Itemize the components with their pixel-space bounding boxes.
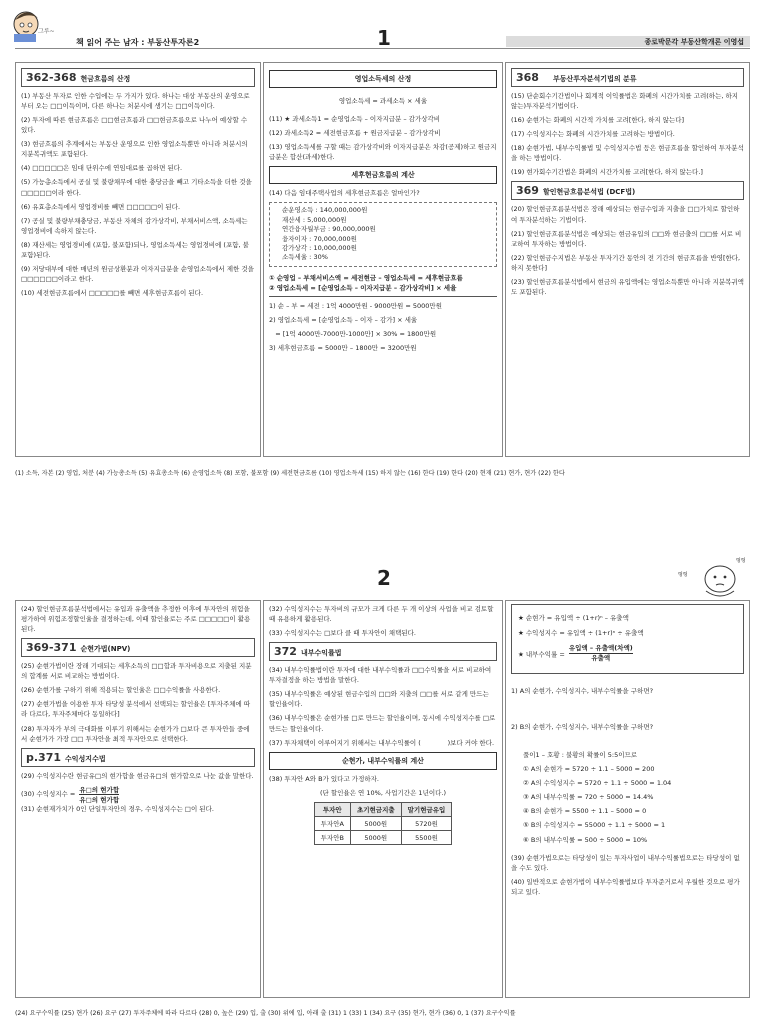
question-item: (10) 세전현금흐름에서 □□□□□를 빼면 세후현금흐름이 된다. bbox=[21, 289, 204, 297]
question-item: (2) 투자에 따른 현금흐름은 □□현금흐름과 □□현금흐름으로 나누어 예상할 수 있다. bbox=[21, 116, 250, 135]
p2-col-2 bbox=[263, 600, 503, 998]
data-item: 순운영소득 : 140,000,000원 bbox=[282, 206, 368, 215]
formula-line bbox=[518, 629, 737, 639]
question-38-note: (단 할인율은 연 10%, 사업기간은 1년이다.) bbox=[319, 788, 447, 797]
question-item: 3) 세후현금흐름 = 5000만 – 1800만 = 3200만원 bbox=[269, 344, 417, 353]
question-item: (33) 수익성지수는 □보다 클 때 투자안이 채택된다. bbox=[269, 629, 416, 638]
section-header: 영업소득세의 산정 bbox=[269, 70, 497, 88]
p1-col-1 bbox=[15, 62, 261, 457]
question-item: (16) 순현가는 화폐의 시간적 가치를 고려[한다, 하지 않는다] bbox=[511, 116, 685, 125]
question-item: (29) 수익성지수란 현금유□의 현가합을 현금유□의 현가합으로 나눈 값을 말한다. bbox=[21, 771, 254, 780]
question-item: (40) 일반적으로 순현가법이 내부수익률법보다 투자준거로서 우월한 것으로 평가되고 있다. bbox=[511, 877, 740, 896]
question-item: (28) 투자자가 부의 극대화를 이루기 위해서는 순현가가 □보다 큰 투자안들 중에서 순현가가 가장 □□ 투자안을 최적 투자안으로 선택한다. bbox=[21, 724, 250, 743]
question-item: (4) □□□□□은 임대 단위수에 연임대료를 곱하면 된다. bbox=[21, 164, 183, 173]
p2-col-1 bbox=[15, 600, 261, 998]
question-item: (5) 가능총소득에서 공실 및 불량채무에 대한 충당금을 빼고 기타소득을 더한 것을 □□□□□이라 한다. bbox=[21, 178, 254, 197]
question-item: ⑤ B의 수익성지수 = 55000 ÷ 1.1 ÷ 5000 = 1 bbox=[523, 821, 666, 830]
question-item: (36) 내부수익률은 순현가를 □로 만드는 할인율이며, 동시에 수익성지수를 □로 만드는 할인율이다. bbox=[269, 714, 498, 733]
formula-line bbox=[518, 644, 737, 665]
formula: 영업소득세 = 과세소득 × 세율 bbox=[338, 97, 428, 105]
header-right-bar bbox=[506, 36, 750, 47]
question-item: (6) 유효총소득에서 영업경비를 빼면 □□□□□이 된다. bbox=[21, 202, 181, 211]
question-item: 1) 순 – 부 = 세전 : 1억 4000만원 - 9000만원 = 5000만원 bbox=[269, 302, 442, 311]
question-item: 풀이1 – 호황 : 불황의 확률이 5:5이므로 bbox=[523, 751, 638, 760]
page-number: 1 bbox=[377, 26, 391, 50]
question-item: (3) 현금흐름의 추계에서는 부동산 운영으로 인한 영업소득뿐만 아니라 처분시의 지분복귀액도 포함된다. bbox=[21, 140, 250, 159]
fraction bbox=[569, 644, 633, 665]
question-item: 2) 영업소득세 = [순영업소득 – 이자 – 감가] × 세율 bbox=[269, 316, 418, 325]
question-item: (26) 순현가를 구하기 위해 적용되는 할인율은 □□수익률을 사용한다. bbox=[21, 686, 221, 695]
table-cell: 5000원 bbox=[350, 816, 401, 830]
numerator: 유입액 – 유출액(차액) bbox=[569, 644, 633, 655]
formula-text: ★ 내부수익률 = bbox=[518, 649, 565, 658]
p1-col-2 bbox=[263, 62, 503, 457]
question-item: (27) 순현가법을 이용한 투자 타당성 분석에서 선택되는 할인율은 [투자주체에 따라 다르다, 투자주체마다 동일하다] bbox=[21, 700, 251, 719]
data-box bbox=[269, 202, 497, 267]
question-item: (15) 단순회수기간법이나 회계적 이익률법은 화폐의 시간가치를 고려(하는, 하지 않는)투자분석기법이다. bbox=[511, 92, 741, 111]
data-item: 감가상각 : 10,000,000원 bbox=[282, 244, 357, 253]
logo-text: 그루~ bbox=[38, 28, 55, 35]
question-item: (39) 순현가법으로는 타당성이 있는 투자사업이 내부수익률법으로는 타당성이 없을 수도 있다. bbox=[511, 853, 740, 872]
answer-footnote: (24) 요구수익률 (25) 현가 (26) 요구 (27) 투자주체에 따라 다르다 (28) 0, 높은 (29) 입, 출 (30) 위에 입, 아래 출 (31) 1 (33) 1 (34) 요구 (35) 현가, 현가 (36) 0, 1 (37) 요구수익률 bbox=[15, 1010, 516, 1017]
sticker-text: 띵띵 bbox=[736, 558, 746, 564]
data-item: 융자이자 : 70,000,000원 bbox=[282, 234, 357, 243]
question-item: (1) 부동산 투자로 인한 수입에는 두 가지가 있다. 하나는 대상 부동산의 운영으로부터 오는 □□이득이며, 다른 하나는 처분시에 생기는 □□이득이다. bbox=[21, 92, 250, 111]
mascot-logo bbox=[10, 6, 46, 42]
formula-text: ★ 순현가 = 유입액 ÷ (1+r)ⁿ – 유출액 bbox=[518, 614, 629, 622]
question-item: (20) 할인현금흐름분석법은 장래 예상되는 현금수입과 지출을 □□가치로 할인하여 투자분석하는 기법이다. bbox=[511, 205, 740, 224]
table-header: 초기현금지출 bbox=[350, 802, 401, 816]
question-1: 1) A의 순현가, 수익성지수, 내부수익률을 구하면? bbox=[511, 687, 654, 695]
question-item: (31) 순현재가치가 0인 단일투자안의 경우, 수익성지수는 □이 된다. bbox=[21, 804, 214, 813]
question-item: ⑥ B의 내부수익률 = 500 ÷ 5000 = 10% bbox=[523, 835, 648, 844]
question-item: (19) 현가회수기간법은 화폐의 시간가치를 고려[한다, 하지 않는다.] bbox=[511, 168, 703, 177]
table-cell: 5720원 bbox=[401, 816, 452, 830]
formula-2: ② 영업소득세 = [순영업소득 – 이자지급분 – 감가상각비] × 세율 bbox=[269, 283, 497, 297]
section-header: 369 할인현금흐름분석법 (DCF법) bbox=[511, 181, 744, 200]
investment-table bbox=[314, 802, 453, 845]
table-header: 말기현금유입 bbox=[401, 802, 452, 816]
formula-1: ① 순영업 – 부채서비스액 = 세전현금 – 영업소득세 = 세후현금흐름 bbox=[269, 273, 463, 282]
question-item: (25) 순현가법이란 장래 기대되는 세후소득의 □□합과 투자비용으로 지출된 지분의 합계를 서로 비교하는 방법이다. bbox=[21, 662, 252, 681]
question-item: ④ B의 순현가 = 5500 ÷ 1.1 – 5000 = 0 bbox=[523, 807, 647, 816]
answer-footnote: (1) 소득, 자본 (2) 영업, 처분 (4) 가능총소득 (5) 유효총소득 (6) 순영업소득 (8) 포함, 불포함 (9) 세전현금흐름 (10) 영업소득세 (15) 하지 않는 (16) 한다 (19) 한다 (20) 현재 (21) 현가, 현가 (22) 한다 bbox=[15, 470, 565, 477]
table-row bbox=[314, 816, 452, 830]
header-title: 책 읽어 주는 남자 : 부동산투자론2 bbox=[76, 38, 200, 47]
question-item: (11) ★ 과세소득1 = 순영업소득 – 이자지급분 – 감가상각비 bbox=[269, 115, 441, 124]
fraction bbox=[79, 785, 119, 804]
section-header: 세후현금흐름의 계산 bbox=[269, 166, 497, 184]
question-item: (17) 수익성지수는 화폐의 시간가치를 고려하는 방법이다. bbox=[511, 130, 675, 139]
data-item: 소득세율 : 30% bbox=[282, 253, 328, 262]
question-item: (35) 내부수익률은 예상된 현금수입의 □□와 지출의 □□를 서로 같게 만드는 할인율이다. bbox=[269, 690, 491, 709]
denominator: 유출액 bbox=[591, 654, 611, 663]
table-cell: 5000원 bbox=[350, 830, 401, 844]
formula-line bbox=[518, 614, 737, 624]
solution bbox=[523, 750, 744, 844]
table-row bbox=[314, 830, 452, 844]
formula-text: ★ 수익성지수 = 유입액 ÷ (1+r)ⁿ ÷ 유출액 bbox=[518, 628, 644, 637]
question-item: (23) 할인현금흐름분석법에서 현금의 유입액에는 영업소득뿐만 아니라 지분복귀액도 포함된다. bbox=[511, 277, 744, 296]
question-item: (24) 할인현금흐름분석법에서는 유입과 유출액을 추정한 이후에 투자안의 위험을 평가하여 위험조정할인율을 결정하는데, 이때 할인율로는 주로 □□□□□이 활용된다. bbox=[21, 605, 252, 634]
question-item: = [1억 4000만-7000만-1000만] × 30% = 1800만원 bbox=[269, 330, 437, 339]
formula-box bbox=[511, 604, 744, 674]
question-item: (30) 수익성지수 = bbox=[21, 790, 76, 799]
question-38: (38) 투자안 A와 B가 있다고 가정하자. bbox=[269, 774, 379, 783]
thinking-mascot bbox=[678, 555, 750, 605]
question-item: ② A의 수익성지수 = 5720 ÷ 1.1 ÷ 5000 = 1.04 bbox=[523, 779, 672, 788]
question-item: ③ A의 내부수익률 = 720 ÷ 5000 = 14.4% bbox=[523, 793, 654, 802]
header-right-text: 종로박문각 부동산학개론 이영섭 bbox=[644, 38, 744, 46]
denominator: 유□의 현가합 bbox=[79, 795, 120, 804]
table-cell: 5500원 bbox=[401, 830, 452, 844]
question-item: (7) 공실 및 불량부채충당금, 부동산 자체의 감가상각비, 부채서비스액, 소득세는 영업경비에 속하지 않는다. bbox=[21, 216, 250, 235]
question-item: (34) 내부수익률법이란 투자에 대한 내부수익률과 □□수익률을 서로 비교하여 투자결정을 하는 방법을 말한다. bbox=[269, 666, 494, 685]
section-header: p.371 수익성지수법 bbox=[21, 748, 255, 767]
header-rule bbox=[15, 48, 750, 49]
question-item: (8) 재산세는 영업경비에 (포함, 불포함)되나, 영업소득세는 영업경비에 (포함, 불포함)된다. bbox=[21, 240, 249, 259]
section-header: 362-368 현금흐름의 산정 bbox=[21, 68, 255, 87]
p1-col-3 bbox=[505, 62, 750, 457]
question-2: 2) B의 순현가, 수익성지수, 내부수익률을 구하면? bbox=[511, 723, 654, 732]
section-header: 368 부동산투자분석기법의 분류 bbox=[511, 68, 744, 87]
table-cell: 투자안B bbox=[314, 830, 350, 844]
table-cell: 투자안A bbox=[314, 816, 350, 830]
table-header: 투자안 bbox=[314, 802, 350, 816]
question-item: ① A의 순현가 = 5720 ÷ 1.1 – 5000 = 200 bbox=[523, 765, 655, 774]
question-item: (32) 수익성지수는 투자비의 규모가 크게 다른 두 개 이상의 사업을 비교 검토할 때 유용하게 활용된다. bbox=[269, 605, 496, 624]
data-item: 연간융자월부금 : 90,000,000원 bbox=[282, 225, 376, 234]
page-header bbox=[0, 0, 768, 56]
p2-col-3 bbox=[505, 600, 750, 998]
page-number: 2 bbox=[377, 566, 391, 590]
question-item: (9) 저당대부에 대한 매년의 원금상환분과 이자지급분을 순영업소득에서 제한 것을 □□□□□□이라고 한다. bbox=[21, 264, 257, 283]
question-item: (21) 할인현금흐름분석법은 예상되는 현금유입의 □□와 현금출의 □□를 서로 비교하여 투자하는 방법이다. bbox=[511, 229, 742, 248]
question-item: (37) 투자채택이 이루어지기 위해서는 내부수익률이 ( )보다 커야 한다. bbox=[269, 738, 495, 747]
section-header: 372 내부수익률법 bbox=[269, 642, 497, 661]
section-header: 369-371 순현가법(NPV) bbox=[21, 638, 255, 657]
question-item: (22) 할인현금수지법은 부동산 투자기간 동안의 전 기간의 현금흐름을 반영[한다, 하지 못한다] bbox=[511, 253, 743, 272]
question-14: (14) 다음 임대주택사업의 세후현금흐름은 얼마인가? bbox=[269, 189, 420, 198]
section-header: 순현가, 내부수익률의 계산 bbox=[269, 752, 497, 770]
data-item: 재산세 : 5,000,000원 bbox=[282, 215, 347, 224]
sticker-text: 띵띵 bbox=[678, 572, 688, 578]
question-item: (13) 영업소득세를 구할 때는 감가상각비와 이자지급분은 차감(공제)하고 원금지급분은 합산(과세)한다. bbox=[269, 143, 497, 162]
question-item: (12) 과세소득2 = 세전현금흐름 + 원금지급분 – 감가상각비 bbox=[269, 129, 441, 138]
question-item: (18) 순현가법, 내부수익률법 및 수익성지수법 등은 현금흐름을 할인하여 투자분석을 하는 방법이다. bbox=[511, 144, 744, 163]
numerator: 유□의 현가합 bbox=[79, 785, 120, 794]
